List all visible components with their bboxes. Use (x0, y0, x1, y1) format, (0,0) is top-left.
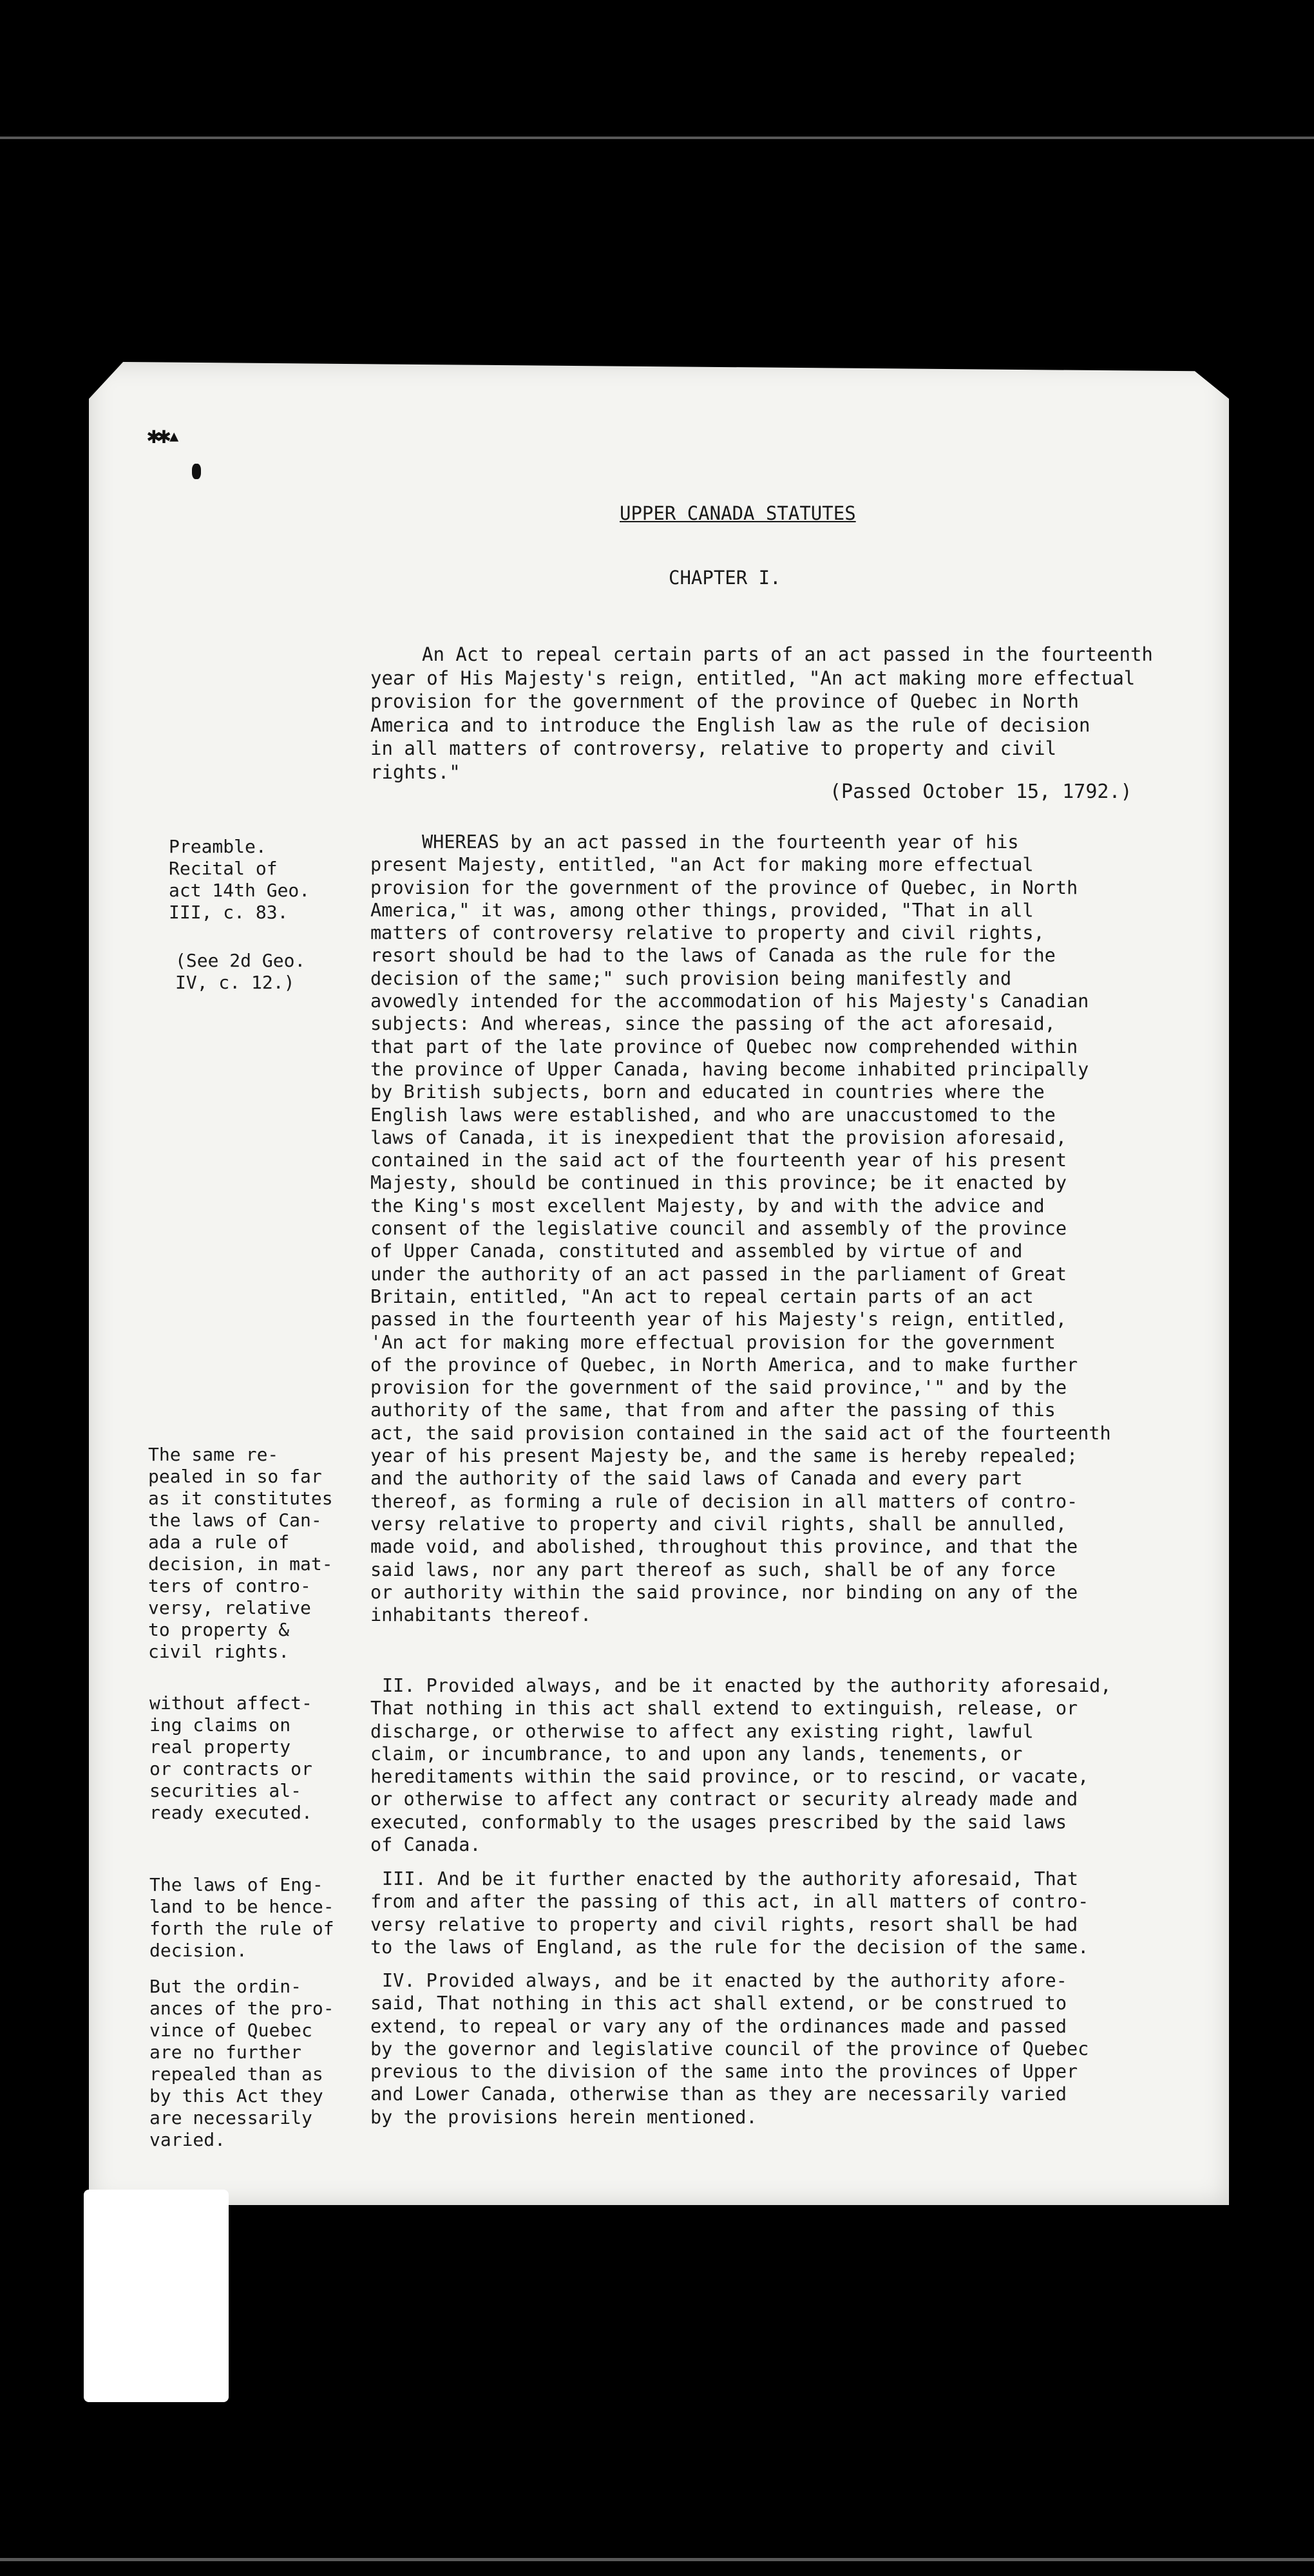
margin-note-line: decision. (149, 1940, 247, 1961)
margin-note-line: or contracts or (149, 1758, 312, 1779)
margin-note-line: III, c. 83. (169, 902, 289, 923)
body-line: of Upper Canada, constituted and assembled by virtue of and (370, 1240, 1023, 1262)
margin-note-line: Recital of (169, 858, 278, 879)
body-line: extend, to repeal or vary any of the ordinances made and passed (370, 2015, 1067, 2037)
body-line: resort should be had to the laws of Canada as the rule for the (370, 945, 1056, 967)
scan-edge-bottom (0, 2558, 1314, 2561)
document-heading: UPPER CANADA STATUTES (620, 502, 856, 524)
body-line: under the authority of an act passed in the parliament of Great (370, 1263, 1067, 1285)
body-line: made void, and abolished, throughout this province, and that the (370, 1536, 1078, 1558)
margin-note-line: varied. (149, 2129, 226, 2150)
body-line: executed, conformably to the usages prescribed by the said laws (370, 1811, 1067, 1833)
margin-note-line: IV, c. 12.) (175, 972, 295, 993)
body-line: America," it was, among other things, provided, "That in all (370, 899, 1034, 921)
margin-note-line: vince of Quebec (149, 2020, 312, 2041)
margin-note-see-also (175, 950, 305, 994)
body-line: year of his present Majesty be, and the same is hereby repealed; (370, 1445, 1078, 1467)
body-line: avowedly intended for the accommodation of his Majesty's Canadian (370, 990, 1089, 1012)
margin-note-line: are no further (149, 2041, 302, 2063)
body-line: and Lower Canada, otherwise than as they are necessarily varied (370, 2083, 1067, 2105)
margin-note-line: without affect- (149, 1692, 312, 1714)
act-title-line: America and to introduce the English law as the rule of decision (370, 714, 1090, 736)
act-title-line: An Act to repeal certain parts of an act passed in the fourteenth (422, 643, 1153, 665)
margin-note-line: (See 2d Geo. (175, 950, 306, 971)
body-line: 'An act for making more effectual provision for the government (370, 1331, 1056, 1353)
section-4 (370, 1969, 1227, 2128)
margin-note-without-affecting (149, 1692, 312, 1824)
body-line: Majesty, should be continued in this province; be it enacted by (370, 1172, 1067, 1194)
margin-note-line: pealed in so far (148, 1466, 322, 1487)
margin-note-line: Preamble. (169, 836, 267, 857)
margin-note-line: The laws of Eng- (149, 1874, 323, 1895)
body-line: II. Provided always, and be it enacted by the authority aforesaid, (382, 1675, 1112, 1696)
body-line: to the laws of England, as the rule for the decision of the same. (370, 1936, 1089, 1958)
body-line: provision for the government of the said province,'" and by the (370, 1377, 1067, 1399)
margin-note-line: ada a rule of (148, 1531, 290, 1553)
ink-blot-mark: ✱✱▴ (147, 422, 178, 449)
body-line: said laws, nor any part thereof as such, shall be of any force (370, 1558, 1056, 1580)
body-line: or authority within the said province, nor binding on any of the (370, 1581, 1078, 1603)
section-2 (370, 1674, 1227, 1856)
margin-note-line: ready executed. (149, 1802, 312, 1823)
body-line: subjects: And whereas, since the passing of the act aforesaid, (370, 1013, 1056, 1035)
margin-note-line: repealed than as (149, 2063, 323, 2085)
act-title-line: provision for the government of the province of Quebec in North (370, 690, 1079, 712)
body-line: and the authority of the said laws of Canada and every part (370, 1468, 1023, 1490)
margin-note-line: act 14th Geo. (169, 880, 310, 901)
act-title-line: in all matters of controversy, relative to property and civil (370, 737, 1057, 759)
body-line: WHEREAS by an act passed in the fourteenth year of his (422, 831, 1019, 853)
scan-edge-top (0, 137, 1314, 139)
body-line: hereditaments within the said province, or to rescind, or vacate, (370, 1766, 1089, 1788)
body-line: thereof, as forming a rule of decision in all matters of contro- (370, 1490, 1078, 1512)
margin-note-line: But the ordin- (149, 1976, 302, 1997)
margin-note-line: real property (149, 1736, 291, 1757)
margin-note-line: forth the rule of (149, 1918, 334, 1939)
passed-date: (Passed October 15, 1792.) (830, 781, 1132, 803)
body-line: authority of the same, that from and after the passing of this (370, 1399, 1056, 1421)
body-line: contained in the said act of the fourteenth year of his present (370, 1150, 1067, 1171)
body-line: IV. Provided always, and be it enacted by the authority afore- (382, 1970, 1067, 1991)
margin-note-line: to property & (148, 1619, 290, 1640)
body-line: That nothing in this act shall extend to extinguish, release, or (370, 1698, 1078, 1719)
act-title-line: rights." (370, 761, 461, 783)
body-line: said, That nothing in this act shall extend, or be construed to (370, 1993, 1067, 2014)
act-title (370, 643, 1208, 784)
body-line: present Majesty, entitled, "an Act for making more effectual (370, 854, 1034, 876)
body-line: passed in the fourteenth year of his Majesty's reign, entitled, (370, 1309, 1067, 1331)
margin-note-laws-of-england (149, 1874, 334, 1962)
body-line: matters of controversy relative to property and civil rights, (370, 922, 1045, 944)
body-line: Britain, entitled, "An act to repeal certain parts of an act (370, 1285, 1034, 1307)
body-line: inhabitants thereof. (370, 1604, 592, 1626)
margin-note-line: versy, relative (148, 1597, 311, 1618)
act-title-line: year of His Majesty's reign, entitled, "An act making more effectual (370, 667, 1136, 689)
margin-note-line: as it constitutes (148, 1488, 333, 1509)
body-line: previous to the division of the same into the provinces of Upper (370, 2061, 1078, 2083)
margin-note-line: the laws of Can- (148, 1510, 322, 1531)
body-line: laws of Canada, it is inexpedient that the provision aforesaid, (370, 1126, 1067, 1148)
body-line: versy relative to property and civil rights, shall be annulled, (370, 1513, 1067, 1535)
body-line: the province of Upper Canada, having become inhabited principally (370, 1058, 1089, 1080)
body-line: of the province of Quebec, in North America, and to make further (370, 1354, 1078, 1376)
body-line: claim, or incumbrance, to and upon any lands, tenements, or (370, 1743, 1023, 1765)
body-line: English laws were established, and who are unaccustomed to the (370, 1104, 1056, 1126)
body-line: from and after the passing of this act, in all matters of contro- (370, 1891, 1089, 1913)
body-line: or otherwise to affect any contract or security already made and (370, 1788, 1078, 1810)
body-line: that part of the late province of Quebec now comprehended within (370, 1036, 1078, 1057)
margin-note-line: decision, in mat- (148, 1553, 333, 1575)
body-line: of Canada. (370, 1834, 481, 1856)
margin-note-line: ances of the pro- (149, 1998, 334, 2019)
section-1 (370, 831, 1227, 1626)
margin-note-line: securities al- (149, 1780, 302, 1801)
body-line: discharge, or otherwise to affect any existing right, lawful (370, 1720, 1034, 1742)
body-line: decision of the same;" such provision being manifestly and (370, 967, 1012, 989)
body-line: by the governor and legislative council of the province of Quebec (370, 2038, 1089, 2060)
margin-note-line: ters of contro- (148, 1575, 311, 1596)
body-line: versy relative to property and civil rights, resort shall be had (370, 1913, 1078, 1935)
margin-note-ordinances (149, 1976, 334, 2151)
scan-target-card (84, 2190, 229, 2402)
body-line: III. And be it further enacted by the authority aforesaid, That (382, 1868, 1078, 1889)
margin-note-line: by this Act they (149, 2085, 323, 2107)
body-line: provision for the government of the province of Quebec, in North (370, 876, 1078, 898)
margin-note-line: The same re- (148, 1444, 279, 1465)
ink-speck (192, 464, 201, 479)
body-line: the King's most excellent Majesty, by and with the advice and (370, 1195, 1045, 1217)
section-3 (370, 1868, 1227, 1958)
body-line: by British subjects, born and educated in countries where the (370, 1081, 1045, 1103)
body-line: act, the said provision contained in the said act of the fourteenth (370, 1422, 1111, 1444)
margin-note-line: are necessarily (149, 2107, 312, 2128)
chapter-title: CHAPTER I. (669, 567, 781, 589)
margin-note-line: ing claims on (149, 1714, 291, 1736)
margin-note-repeal (148, 1444, 333, 1663)
margin-note-line: land to be hence- (149, 1896, 334, 1917)
body-line: by the provisions herein mentioned. (370, 2106, 757, 2128)
margin-note-preamble (169, 836, 310, 923)
margin-note-line: civil rights. (148, 1641, 290, 1662)
body-line: consent of the legislative council and assembly of the province (370, 1218, 1067, 1240)
